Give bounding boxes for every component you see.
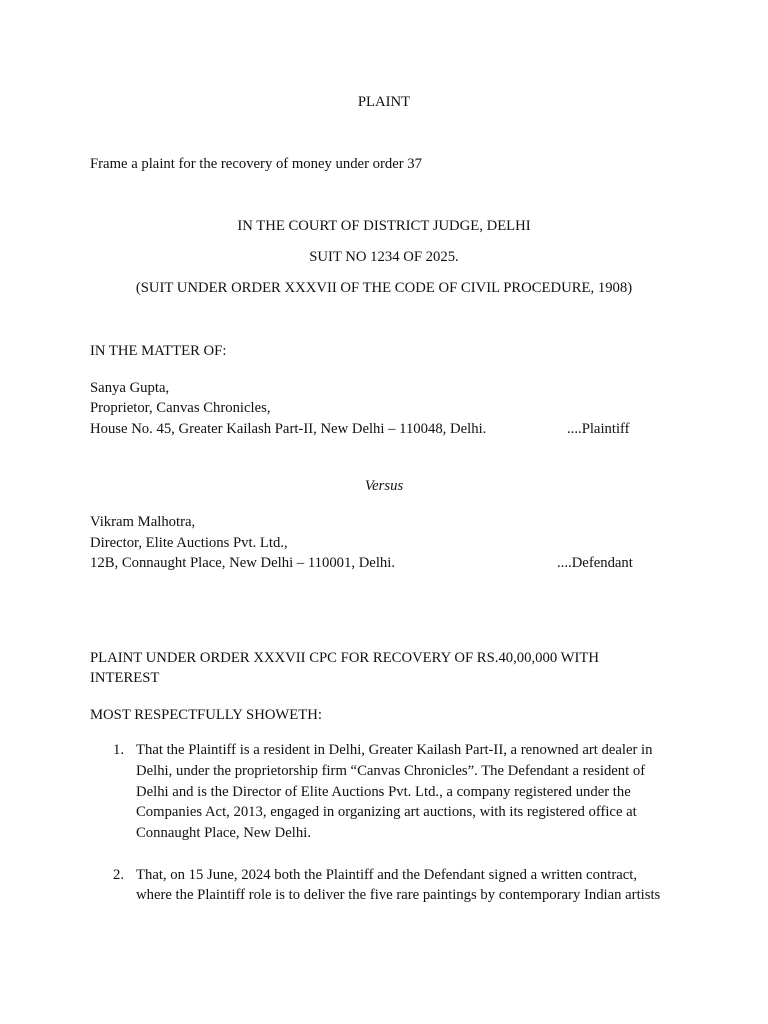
paragraph-line: Connaught Place, New Delhi. bbox=[136, 825, 311, 841]
defendant-role: ....Defendant bbox=[557, 555, 633, 571]
plaintiff-role: ....Plaintiff bbox=[567, 421, 630, 437]
task-line: Frame a plaint for the recovery of money under order 37 bbox=[90, 156, 422, 172]
paragraph-line: Companies Act, 2013, engaged in organizing art auctions, with its registered office at bbox=[136, 804, 637, 820]
paragraph-number: 1. bbox=[113, 742, 125, 758]
plaint-title-line-2: INTEREST bbox=[90, 670, 160, 686]
showeth: MOST RESPECTFULLY SHOWETH: bbox=[90, 707, 322, 723]
suit-under: (SUIT UNDER ORDER XXXVII OF THE CODE OF CIVIL PROCEDURE, 1908) bbox=[135, 280, 633, 296]
court-name: IN THE COURT OF DISTRICT JUDGE, DELHI bbox=[237, 218, 531, 234]
paragraph-line: Delhi and is the Director of Elite Auctions Pvt. Ltd., a company registered under the bbox=[136, 784, 631, 800]
versus: Versus bbox=[364, 478, 404, 494]
plaintiff-title: Proprietor, Canvas Chronicles, bbox=[90, 400, 271, 416]
defendant-title: Director, Elite Auctions Pvt. Ltd., bbox=[90, 535, 288, 551]
paragraph-number: 2. bbox=[113, 867, 125, 883]
plaint-title-line-1: PLAINT UNDER ORDER XXXVII CPC FOR RECOVERY OF RS.40,00,000 WITH bbox=[90, 650, 599, 666]
paragraph-line: where the Plaintiff role is to deliver the five rare paintings by contemporary Indian artists bbox=[136, 887, 661, 903]
suit-number: SUIT NO 1234 OF 2025. bbox=[309, 249, 459, 265]
defendant-name: Vikram Malhotra, bbox=[90, 514, 196, 530]
document-heading: PLAINT bbox=[357, 94, 411, 110]
matter-of: IN THE MATTER OF: bbox=[90, 343, 227, 359]
plaintiff-address: House No. 45, Greater Kailash Part-II, New Delhi – 110048, Delhi. bbox=[90, 421, 487, 437]
paragraph-line: That, on 15 June, 2024 both the Plaintiff and the Defendant signed a written contract, bbox=[136, 867, 638, 883]
defendant-address: 12B, Connaught Place, New Delhi – 110001, Delhi. bbox=[90, 555, 395, 571]
paragraph-line: That the Plaintiff is a resident in Delhi, Greater Kailash Part-II, a renowned art dealer in bbox=[136, 742, 653, 758]
paragraph-line: Delhi, under the proprietorship firm “Canvas Chronicles”. The Defendant a resident of bbox=[136, 763, 646, 779]
plaintiff-name: Sanya Gupta, bbox=[90, 380, 170, 396]
